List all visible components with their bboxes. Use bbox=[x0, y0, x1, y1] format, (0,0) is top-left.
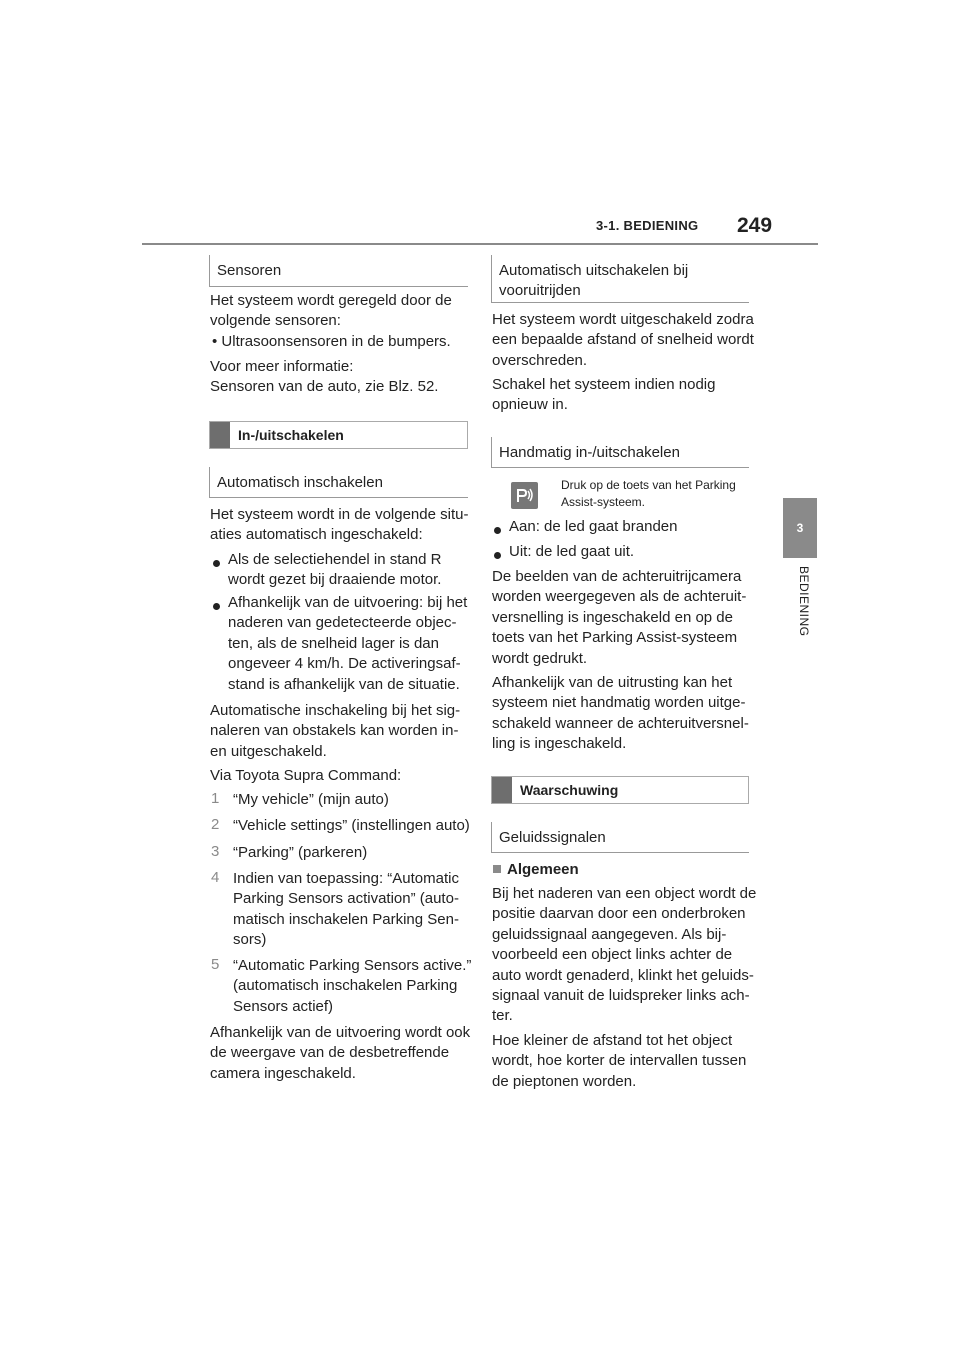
page-number: 249 bbox=[737, 214, 773, 237]
auto-on-heading: Automatisch inschakelen bbox=[209, 467, 468, 498]
step-text: “Vehicle settings” (instellingen auto) bbox=[233, 817, 470, 834]
bullet-dot bbox=[494, 527, 501, 534]
list-item: Als de selectiehendel in stand R wordt gezet bij draaiende motor. bbox=[228, 551, 442, 589]
step-number: 3 bbox=[211, 843, 220, 860]
bullet-dot bbox=[213, 603, 220, 610]
icon-caption: Druk op de toets van het Parking Assist-systeem. bbox=[561, 478, 736, 509]
left-paragraph-2: Voor meer informatie: Sensoren van de auto, zie Blz. 52. bbox=[210, 358, 439, 396]
auto-off-heading: Automatisch uitschakelen bij vooruitrijden bbox=[491, 255, 749, 303]
section-bar-waarschuwing: Waarschuwing bbox=[491, 776, 749, 804]
parking-assist-icon bbox=[511, 482, 538, 509]
list-item: Aan: de led gaat branden bbox=[509, 518, 678, 535]
subheading-marker bbox=[493, 865, 501, 873]
step-number: 2 bbox=[211, 816, 220, 833]
right-paragraph-1: Het systeem wordt uitgeschakeld zodra een bepaalde afstand of snelheid wordt overschreden. bbox=[492, 311, 754, 369]
bullet-dot bbox=[494, 552, 501, 559]
right-paragraph-4: Afhankelijk van de uitrusting kan het systeem niet handmatig worden uitge- schakeld wanneer de achteruitversnel- ling is ingeschakeld. bbox=[492, 674, 749, 753]
general-heading: Algemeen bbox=[507, 861, 579, 878]
left-paragraph-6: Afhankelijk van de uitvoering wordt ook de weergave van de desbetreffende camera ingeschakeld. bbox=[210, 1024, 471, 1082]
list-item: Afhankelijk van de uitvoering: bij het naderen van gedetecteerde objec- ten, als de snelheid lager is dan ongeveer 4 km/h. De activeringsaf- stand is afhankelijk van de situatie. bbox=[228, 594, 468, 693]
left-paragraph-4: Automatische inschakeling bij het sig- naleren van obstakels kan worden in- en uitgeschakeld. bbox=[210, 702, 461, 760]
step-text: Indien van toepassing: “Automatic Parking Sensors activation” (auto- matisch inschakelen Parking Sen- sors) bbox=[233, 870, 459, 949]
step-number: 5 bbox=[211, 956, 220, 973]
left-paragraph-1: Het systeem wordt geregeld door de volgende sensoren: • Ultrasoonsensoren in de bumpers. bbox=[210, 292, 452, 350]
section-bar-in-uitschakelen: In-/uitschakelen bbox=[209, 421, 468, 449]
header-divider bbox=[142, 243, 818, 245]
step-number: 1 bbox=[211, 790, 220, 807]
chapter-tab: 3 bbox=[783, 498, 817, 558]
right-paragraph-5: Bij het naderen van een object wordt de positie daarvan door een onderbroken geluidssignaal aangegeven. Als bij- voorbeeld een object links achter de auto wordt genaderd, klinkt het geluids- signaal vanuit de luidspreker links ach- ter. bbox=[492, 885, 757, 1025]
right-paragraph-2: Schakel het systeem indien nodig opnieuw in. bbox=[492, 376, 716, 414]
right-paragraph-6: Hoe kleiner de afstand tot het object wordt, hoe korter de intervallen tussen de pieptonen worden. bbox=[492, 1032, 747, 1090]
left-paragraph-5: Via Toyota Supra Command: bbox=[210, 767, 402, 784]
section-title: 3-1. BEDIENING bbox=[596, 218, 699, 233]
step-text: “Parking” (parkeren) bbox=[233, 844, 368, 861]
step-text: “My vehicle” (mijn auto) bbox=[233, 791, 389, 808]
list-item: Uit: de led gaat uit. bbox=[509, 543, 635, 560]
left-paragraph-3: Het systeem wordt in de volgende situ- aties automatisch ingeschakeld: bbox=[210, 506, 469, 544]
step-text: “Automatic Parking Sensors active.” (automatisch inschakelen Parking Sensors actief) bbox=[233, 957, 472, 1015]
manual-heading: Handmatig in-/uitschakelen bbox=[491, 437, 749, 468]
right-paragraph-3: De beelden van de achteruitrijcamera worden weergegeven als de achteruit- versnelling is ingeschakeld en op de toets van het Parking Assist-systeem wordt gedrukt. bbox=[492, 568, 747, 667]
sound-heading: Geluidssignalen bbox=[491, 822, 749, 853]
step-number: 4 bbox=[211, 869, 220, 886]
sensoren-heading: Sensoren bbox=[209, 255, 468, 287]
chapter-label: BEDIENING bbox=[797, 566, 811, 637]
bullet-dot bbox=[213, 560, 220, 567]
